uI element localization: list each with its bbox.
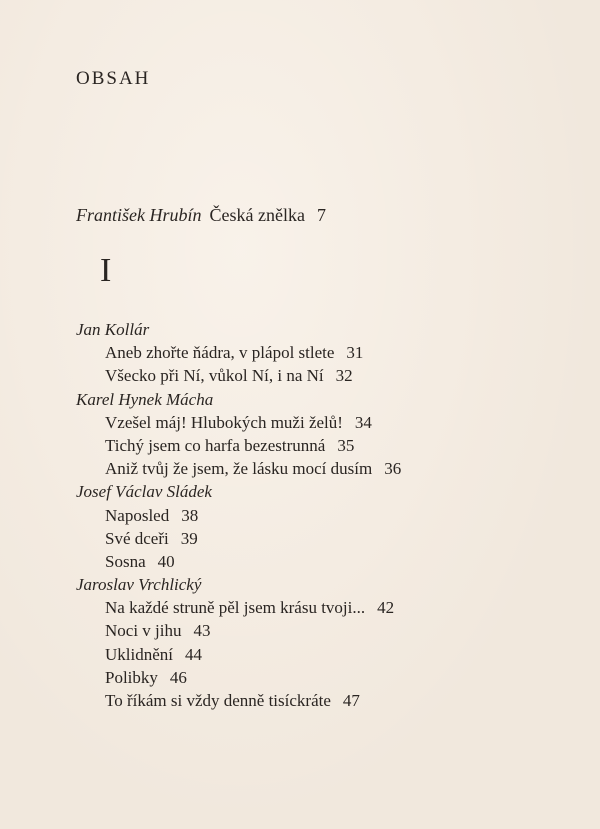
poem-title: Všecko při Ní, vůkol Ní, i na Ní <box>105 366 324 386</box>
intro-entry <box>76 205 326 226</box>
poem-page-number: 31 <box>346 343 364 363</box>
poem-page-number: 46 <box>169 667 187 687</box>
toc-poem <box>76 527 401 550</box>
poem-page-number: 38 <box>181 505 199 525</box>
intro-title: Česká znělka <box>209 205 305 225</box>
poem-page-number: 43 <box>193 621 211 641</box>
page-heading: OBSAH <box>76 68 151 89</box>
poem-title: Aneb zhořte ňádra, v plápol stlete <box>105 343 335 363</box>
poem-title: Své dceři <box>105 528 169 548</box>
section-numeral: I <box>100 252 112 289</box>
toc-poem <box>76 550 401 573</box>
poem-page-number: 40 <box>157 551 175 571</box>
toc-poem <box>76 504 401 527</box>
toc-poem <box>76 364 401 387</box>
toc-poem <box>76 434 401 457</box>
poem-page-number: 42 <box>377 598 395 618</box>
toc-poem <box>76 666 401 689</box>
poem-title: Tichý jsem co harfa bezestrunná <box>105 435 326 455</box>
poem-title: Aniž tvůj že jsem, že lásku mocí dusím <box>105 459 373 479</box>
toc-poem <box>76 457 401 480</box>
poem-title: Uklidnění <box>105 644 173 664</box>
intro-author: František Hrubín <box>76 205 202 225</box>
poem-title: Naposled <box>105 505 170 525</box>
table-of-contents <box>76 318 401 712</box>
intro-page-number: 7 <box>316 205 326 225</box>
poem-page-number: 36 <box>384 459 402 479</box>
toc-poem <box>76 341 401 364</box>
poem-title: Sosna <box>105 551 146 571</box>
toc-author: Jan Kollár <box>76 320 150 339</box>
toc-poem <box>76 643 401 666</box>
toc-poem <box>76 619 401 642</box>
toc-poem <box>76 411 401 434</box>
poem-page-number: 35 <box>337 435 355 455</box>
toc-author: Jaroslav Vrchlický <box>76 575 202 595</box>
toc-poem <box>76 689 401 712</box>
toc-author: Karel Hynek Mácha <box>76 389 214 409</box>
poem-page-number: 44 <box>185 644 202 664</box>
toc-author: Josef Václav Sládek <box>76 482 212 502</box>
poem-page-number: 39 <box>180 528 198 548</box>
poem-title: Na každé struně pěl jsem krásu tvoji... <box>105 598 366 618</box>
poem-page-number: 34 <box>354 412 372 432</box>
poem-page-number: 32 <box>335 366 353 386</box>
poem-title: Vzešel máj! Hlubokých muži želů! <box>105 412 343 432</box>
poem-title: To říkám si vždy denně tisíckráte <box>105 691 331 710</box>
poem-page-number: 47 <box>342 691 360 710</box>
poem-title: Polibky <box>105 667 158 687</box>
poem-title: Noci v jihu <box>105 621 182 641</box>
toc-poem <box>76 596 401 619</box>
